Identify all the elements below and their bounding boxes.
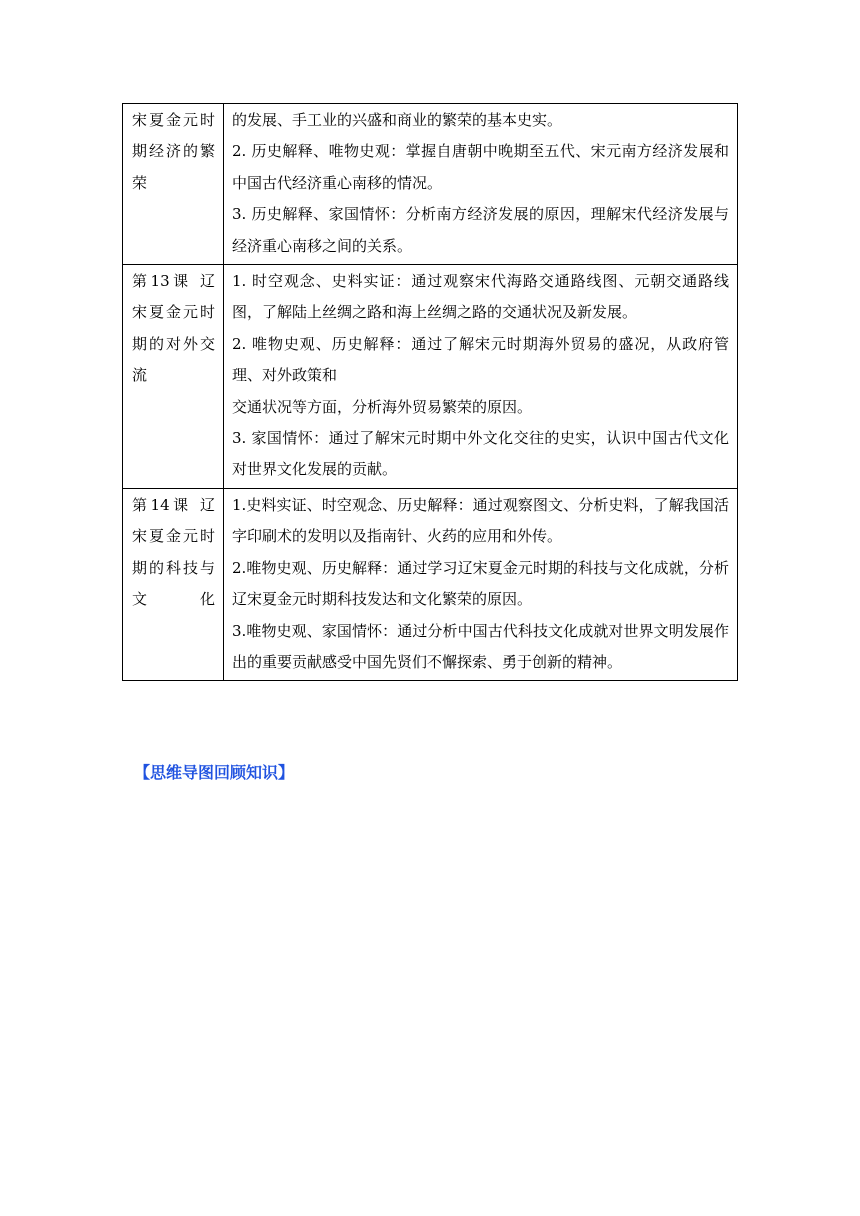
goal-item: 2.唯物史观、历史解释：通过学习辽宋夏金元时期的科技与文化成就，分析辽宋夏金元时期科技发达和文化繁荣的原因。 <box>232 558 729 609</box>
goal-item: 3. 历史解释、家国情怀：分析南方经济发展的原因，理解宋代经济发展与经济重心南移之间的关系。 <box>232 205 729 255</box>
curriculum-goals-table <box>122 103 738 681</box>
lesson-title-cell: 宋夏金元时期经济的繁荣 <box>123 104 224 265</box>
goal-item: 3.唯物史观、家国情怀：通过分析中国古代科技文化成就对世界文明发展作出的重要贡献感受中国先贤们不懈探索、勇于创新的精神。 <box>232 621 729 671</box>
section-heading: 【思维导图回顾知识】 <box>134 763 295 782</box>
goals-cell <box>224 488 738 680</box>
goal-item: 3. 家国情怀：通过了解宋元时期中外文化交往的史实，认识中国古代文化对世界文化发展的贡献。 <box>232 429 729 479</box>
goals-cell <box>224 265 738 489</box>
lesson-title-cell: 第14课 辽宋夏金元时期的科技与文化 <box>123 488 224 680</box>
table-row <box>123 104 738 265</box>
table-row <box>123 488 738 680</box>
goals-cell <box>224 104 738 265</box>
goal-item: 1. 时空观念、史料实证：通过观察宋代海路交通路线图、元朝交通路线图，了解陆上丝绸之路和海上丝绸之路的交通状况及新发展。 <box>232 272 729 322</box>
goal-item: 2. 历史解释、唯物史观：掌握自唐朝中晚期至五代、宋元南方经济发展和中国古代经济重心南移的情况。 <box>232 142 729 192</box>
goal-item: 交通状况等方面，分析海外贸易繁荣的原因。 <box>232 397 533 416</box>
goal-item: 的发展、手工业的兴盛和商业的繁荣的基本史实。 <box>232 111 563 129</box>
lesson-title-cell: 第13课 辽宋夏金元时期的对外交流 <box>123 265 224 489</box>
goal-item: 2. 唯物史观、历史解释：通过了解宋元时期海外贸易的盛况，从政府管理、对外政策和 <box>232 334 729 385</box>
table-row <box>123 265 738 489</box>
goal-item: 1.史料实证、时空观念、历史解释：通过观察图文、分析史料，了解我国活字印刷术的发明以及指南针、火药的应用和外传。 <box>232 495 729 546</box>
